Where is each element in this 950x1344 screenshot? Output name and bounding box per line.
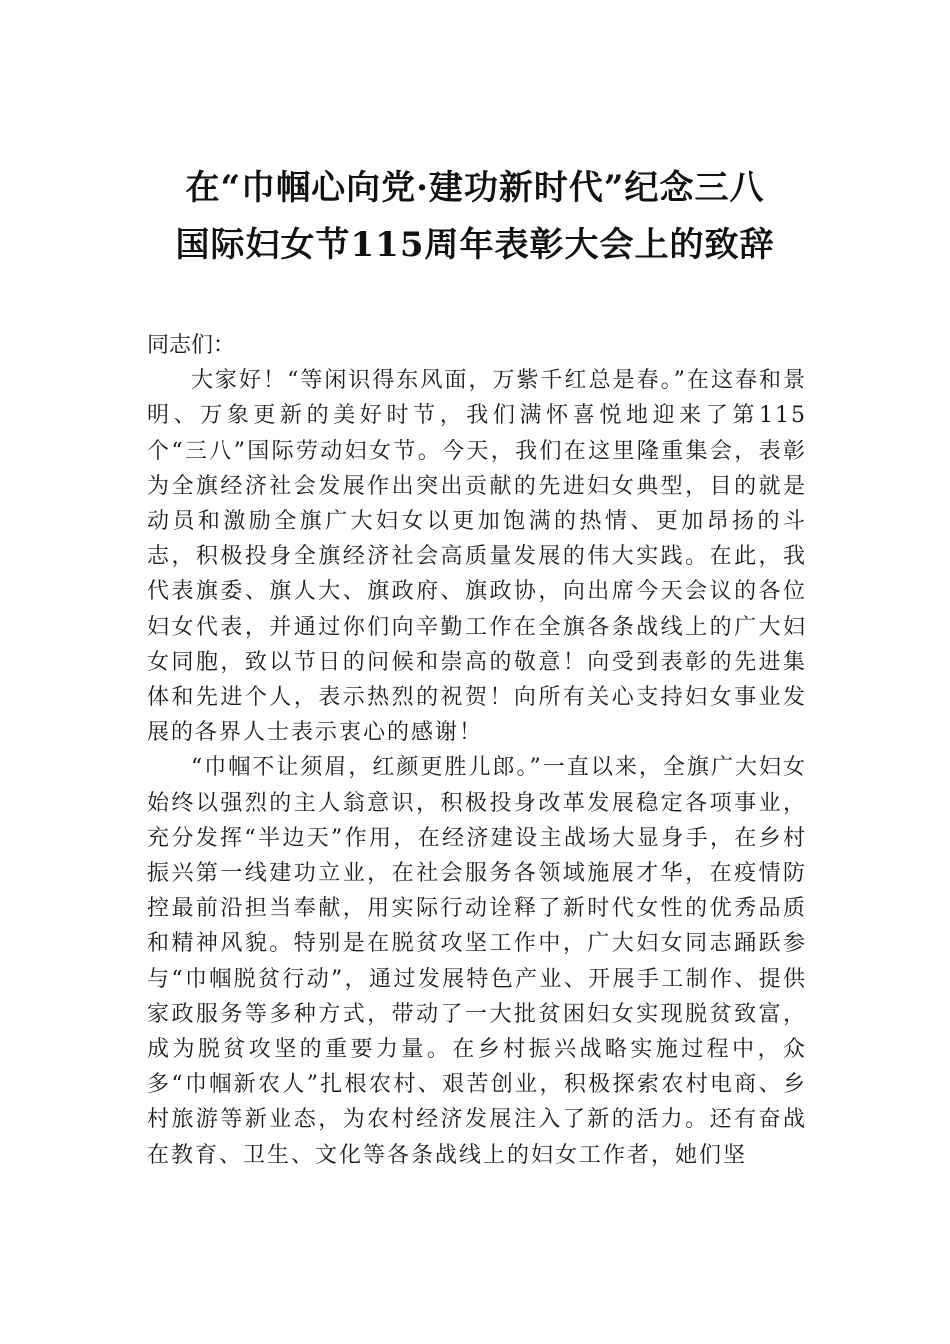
document-body bbox=[147, 328, 807, 1173]
salutation: 同志们： bbox=[147, 333, 236, 358]
paragraph-opening: 大家好！“等闲识得东风面，万紫千红总是春。”在这春和景明、万象更新的美好时节，我们满怀喜悦地迎来了第115个“三八”国际劳动妇女节。今天，我们在这里隆重集会，表彰为全旗经济社会发展作出突出贡献的先进妇女典型，目的就是动员和激励全旗广大妇女以更加饱满的热情、更加昂扬的斗志，积极投身全旗经济社会高质量发展的伟大实践。在此，我代表旗委、旗人大、旗政府、旗政协，向出席今天会议的各位妇女代表，并通过你们向辛勤工作在全旗各条战线上的广大妇女同胞，致以节日的问候和崇高的敬意！向受到表彰的先进集体和先进个人，表示热烈的祝贺！向所有关心支持妇女事业发展的各界人士表示衷心的感谢！ bbox=[147, 368, 807, 746]
document-title bbox=[130, 160, 820, 274]
title-line-2: 国际妇女节115周年表彰大会上的致辞 bbox=[175, 225, 775, 265]
title-line-1: 在“巾帼心向党·建功新时代”纪念三八 bbox=[185, 168, 765, 208]
paragraph-achievements: “巾帼不让须眉，红颜更胜儿郎。”一直以来，全旗广大妇女始终以强烈的主人翁意识，积极投身改革发展稳定各项事业，充分发挥“半边天”作用，在经济建设主战场大显身手，在乡村振兴第一线建功立业，在社会服务各领域施展才华，在疫情防控最前沿担当奉献，用实际行动诠释了新时代女性的优秀品质和精神风貌。特别是在脱贫攻坚工作中，广大妇女同志踊跃参与“巾帼脱贫行动”，通过发展特色产业、开展手工制作、提供家政服务等多种方式，带动了一大批贫困妇女实现脱贫致富，成为脱贫攻坚的重要力量。在乡村振兴战略实施过程中，众多“巾帼新农人”扎根农村、艰苦创业，积极探索农村电商、乡村旅游等新业态，为农村经济发展注入了新的活力。还有奋战在教育、卫生、文化等各条战线上的妇女工作者，她们坚 bbox=[147, 755, 807, 1168]
